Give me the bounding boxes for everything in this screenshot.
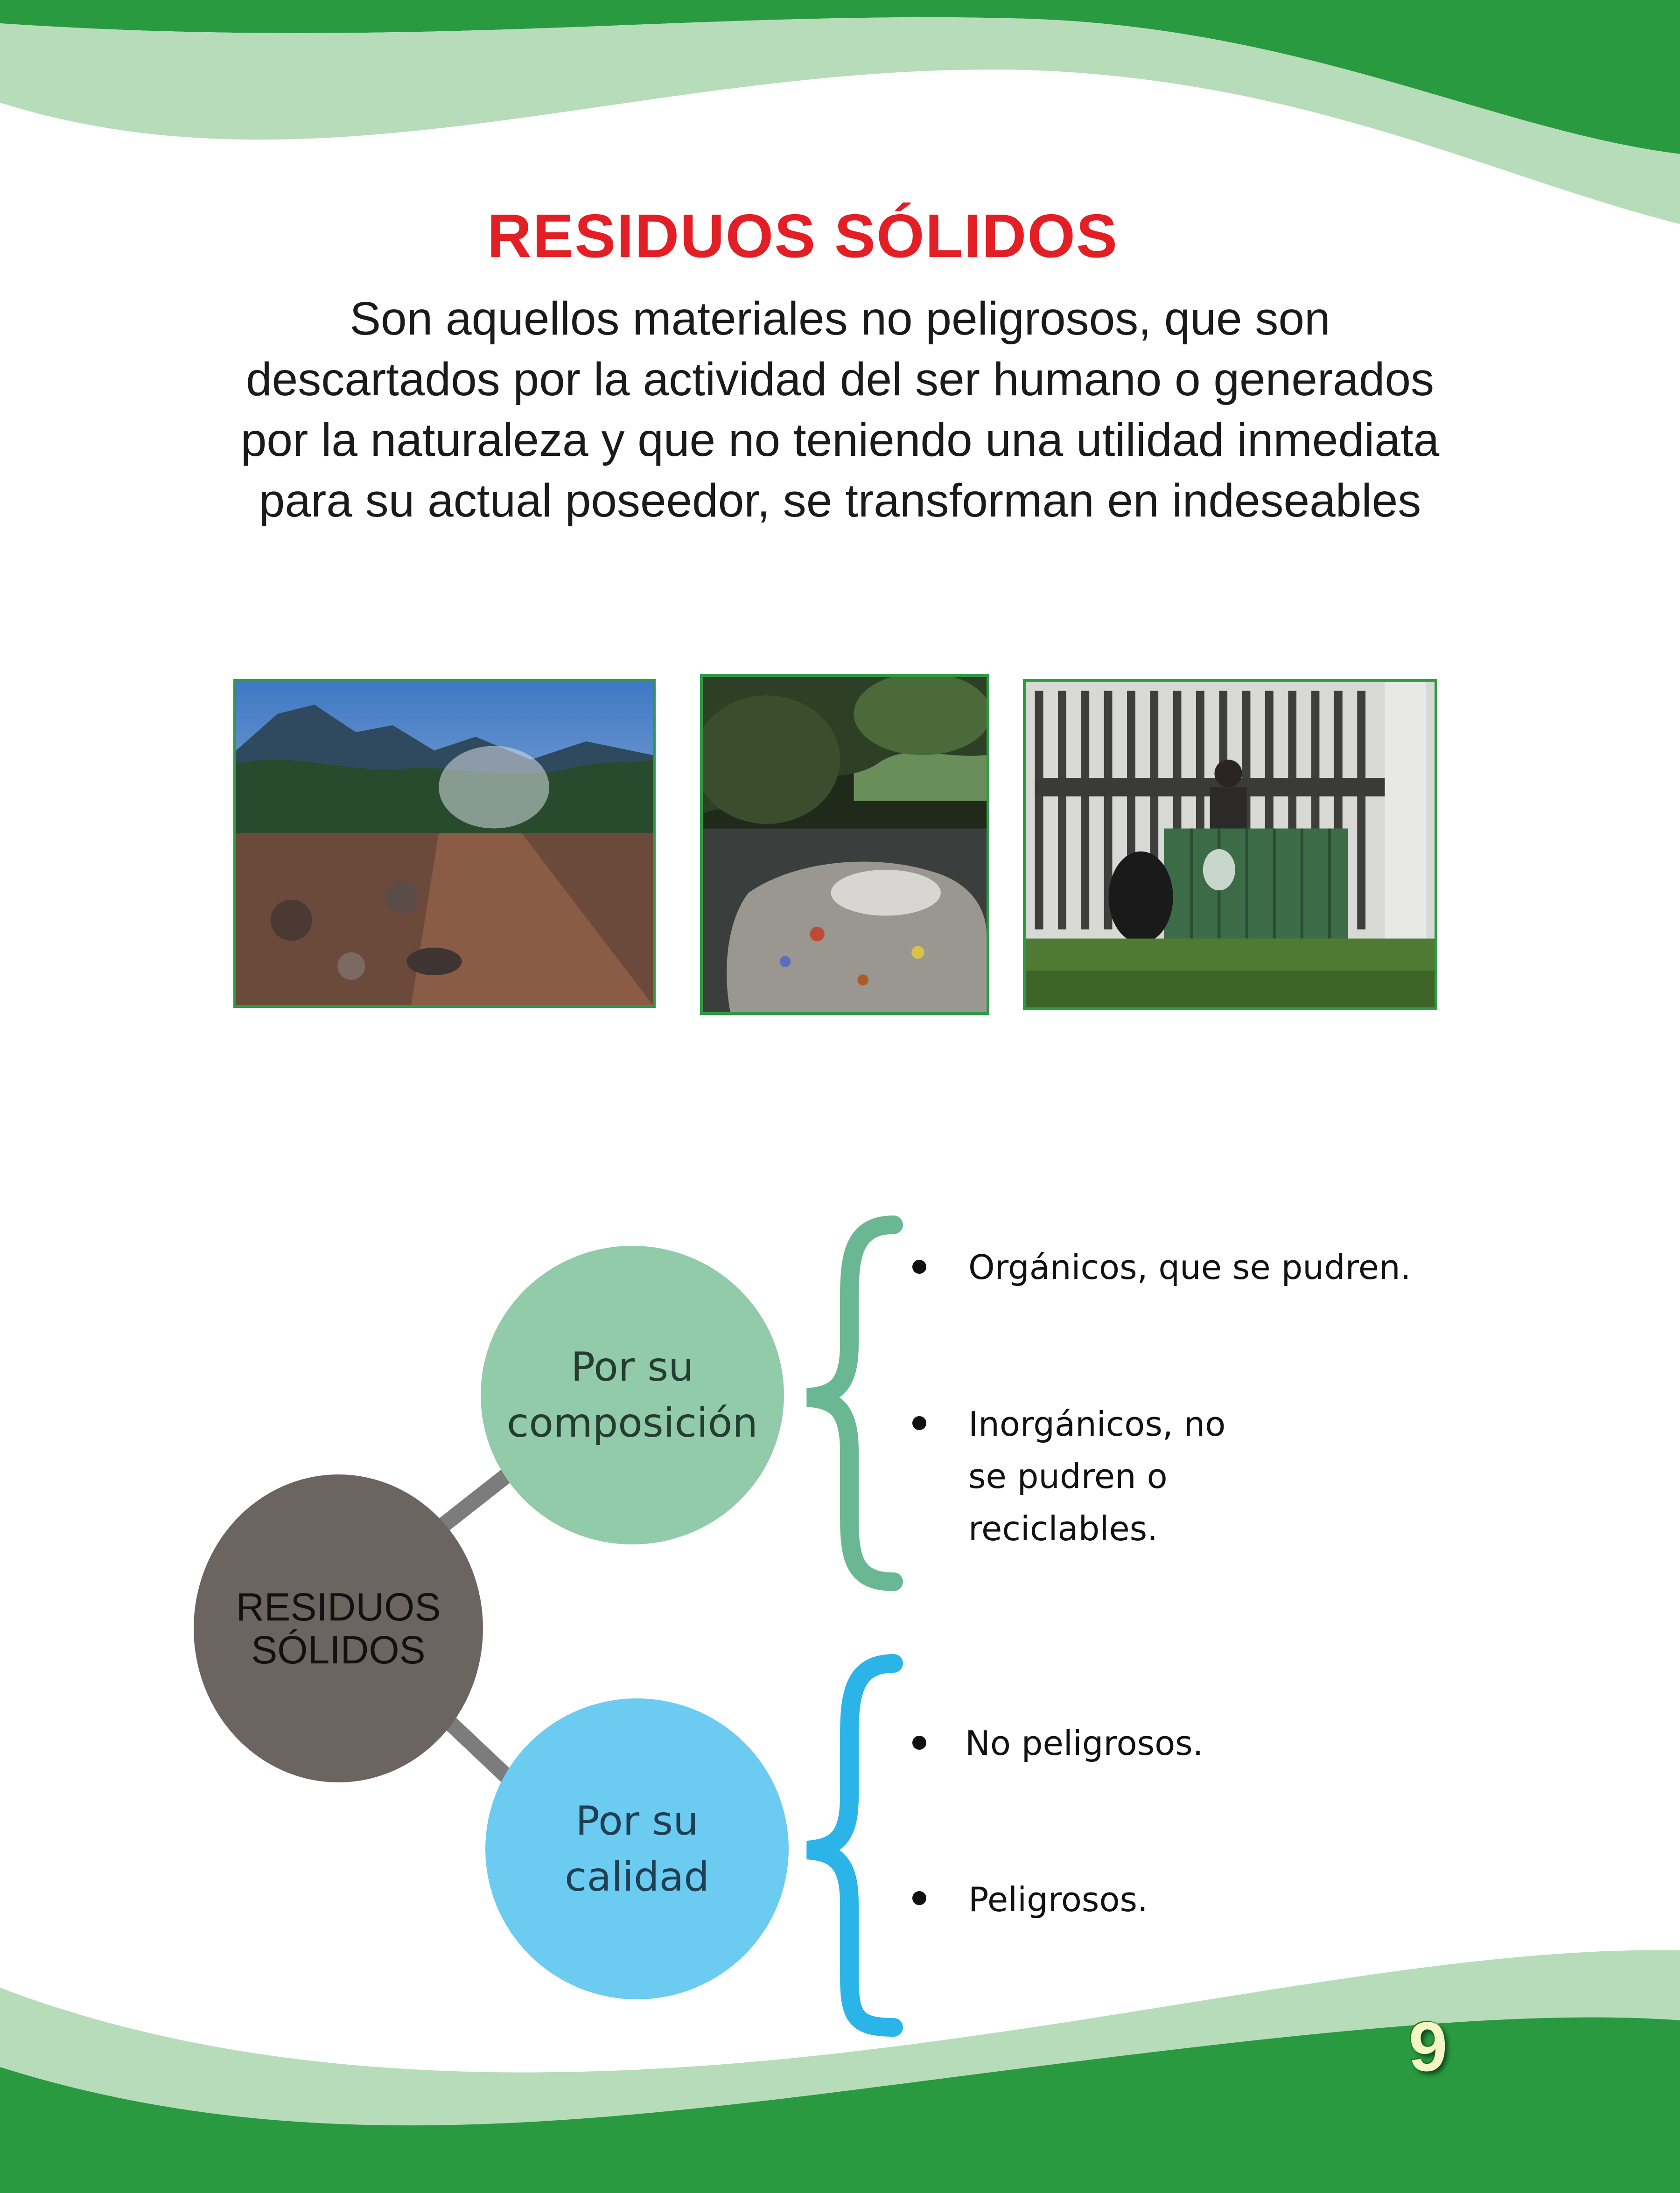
list-item	[968, 1873, 1148, 1926]
composition-node-line1: Por su	[571, 1344, 694, 1390]
bullet-dot	[912, 1891, 926, 1905]
list-item-text: se pudren o	[968, 1457, 1168, 1496]
quality-brace	[807, 1663, 894, 2027]
quality-node-line2: calidad	[565, 1853, 709, 1900]
quality-node	[485, 1698, 789, 1999]
definition-paragraph: Son aquellos materiales no peligrosos, que son descartados por la actividad del ser humano o generados por la naturaleza y que no teniendo una utilidad inmediata para su actual poseedor, se transforman en indeseables	[240, 293, 1440, 527]
central-node	[194, 1474, 483, 1782]
list-item	[965, 1717, 1204, 1769]
list-item-text: Peligrosos.	[968, 1880, 1148, 1919]
list-item	[968, 1241, 1411, 1293]
list-item-text: Inorgánicos, no	[968, 1404, 1226, 1444]
central-node-line2: SÓLIDOS	[251, 1628, 426, 1672]
page-number: 9	[1408, 2007, 1448, 2086]
bullet-dot	[912, 1416, 926, 1430]
list-item-text: No peligrosos.	[965, 1724, 1204, 1763]
composition-node	[481, 1246, 784, 1544]
quality-node-line1: Por su	[575, 1797, 699, 1844]
bullet-dot	[912, 1736, 926, 1750]
list-item-text: reciclables.	[968, 1509, 1158, 1548]
list-item-text: Orgánicos, que se pudren.	[968, 1248, 1411, 1287]
composition-brace	[807, 1225, 894, 1582]
composition-node-line2: composición	[507, 1400, 758, 1446]
bullet-dot	[912, 1260, 926, 1274]
list-item	[968, 1398, 1225, 1555]
page-title: RESIDUOS SÓLIDOS	[487, 202, 1119, 270]
central-node-line1: RESIDUOS	[236, 1585, 441, 1629]
